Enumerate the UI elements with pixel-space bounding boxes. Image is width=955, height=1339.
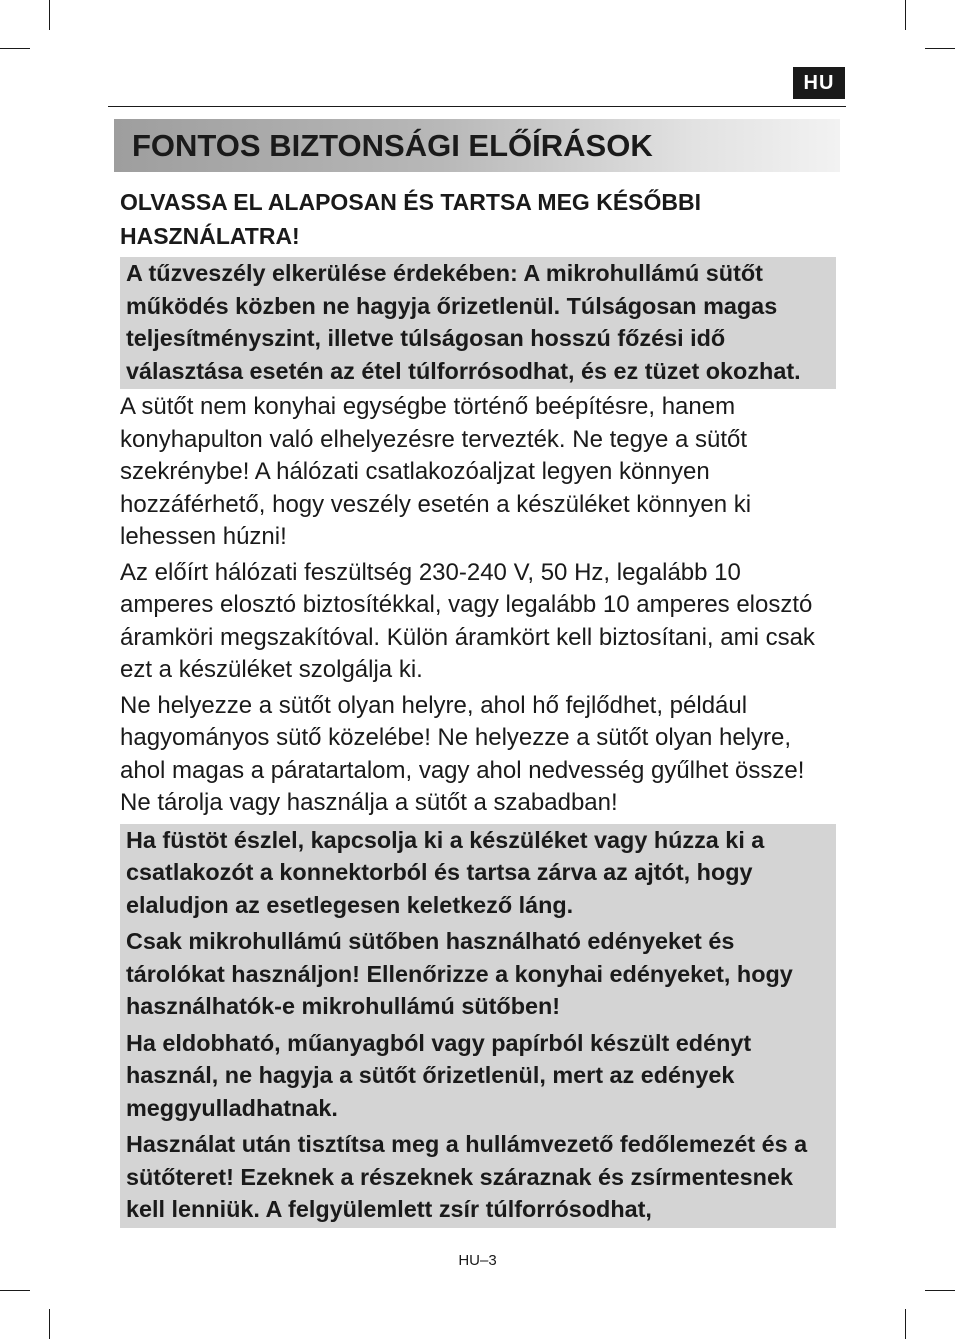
paragraph-power-supply: Az előírt hálózati feszültség 230-240 V, 50 Hz, legalább 10 amperes elosztó biztosítékkal, vagy legalább 10 amperes elosztó áramköri megszakítóval. Külön áramkört kell biztosítani, ami csak ezt a készüléket szolgálja ki. <box>120 558 815 683</box>
warning-text: Ha eldobható, műanyagból vagy papírból készült edényt használ, ne hagyja a sütőt őrizetlenül, mert az edények meggyulladhatnak. <box>126 1029 752 1121</box>
paragraph-placement: A sütőt nem konyhai egységbe történő beépítésre, hanem konyhapulton való elhelyezésre tervezték. Ne tegye a sütőt szekrénybe! A hálózati csatlakozóaljzat legyen könnyen hozzáférhető, hogy veszély esetén a készüléket könnyen ki lehessen húzni! <box>120 393 752 550</box>
crop-mark <box>905 1309 906 1339</box>
crop-mark <box>49 1309 50 1339</box>
crop-mark <box>925 48 955 49</box>
page-number: HU–3 <box>458 1252 497 1269</box>
warning-text: Ha füstöt észlel, kapcsolja ki a készüléket vagy húzza ki a csatlakozót a konnektorból és tartsa zárva az ajtót, hogy elaludjon az esetlegesen keletkező láng. <box>126 826 765 918</box>
warning-text: A tűzveszély elkerülése érdekében: A mikrohullámú sütőt működés közben ne hagyja őrizetlenül. Túlságosan magas teljesítményszint, illetve túlságosan hosszú főzési idő választása esetén az étel túlforrósodhat, és ez tüzet okozhat. <box>126 260 801 384</box>
crop-mark <box>925 1290 955 1291</box>
crop-mark <box>49 0 50 30</box>
crop-mark <box>0 48 30 49</box>
lead-instruction: OLVASSA EL ALAPOSAN ÉS TARTSA MEG KÉSŐBBI HASZNÁLATRA! <box>120 189 702 249</box>
warning-text: Csak mikrohullámú sütőben használható edényeket és tárolókat használjon! Ellenőrizze a konyhai edényeket, hogy használhatók-e mikrohullámú sütőben! <box>126 928 793 1019</box>
crop-mark <box>0 1290 30 1291</box>
warning-box-usage <box>120 824 836 1228</box>
header-rule <box>108 106 846 107</box>
paragraph-location: Ne helyezze a sütőt olyan helyre, ahol hő fejlődhet, például hagyományos sütő közelébe! Ne helyezze a sütőt olyan helyre, ahol magas a páratartalom, vagy ahol nedvesség gyűlhet össze! Ne tárolja vagy használja a sütőt a szabadban! <box>120 691 805 816</box>
warning-text: Használat után tisztítsa meg a hullámvezető fedőlemezét és a sütőteret! Ezeknek a részeknek száraznak és zsírmentesnek kell lenniük. A felgyülemlett zsír túlforrósodhat, <box>126 1131 808 1222</box>
crop-mark <box>905 0 906 30</box>
section-title-bar <box>114 119 840 172</box>
section-title: FONTOS BIZTONSÁGI ELŐÍRÁSOK <box>132 128 653 163</box>
page-content <box>120 185 836 1228</box>
language-badge: HU <box>793 67 845 99</box>
warning-box-fire <box>120 257 836 389</box>
